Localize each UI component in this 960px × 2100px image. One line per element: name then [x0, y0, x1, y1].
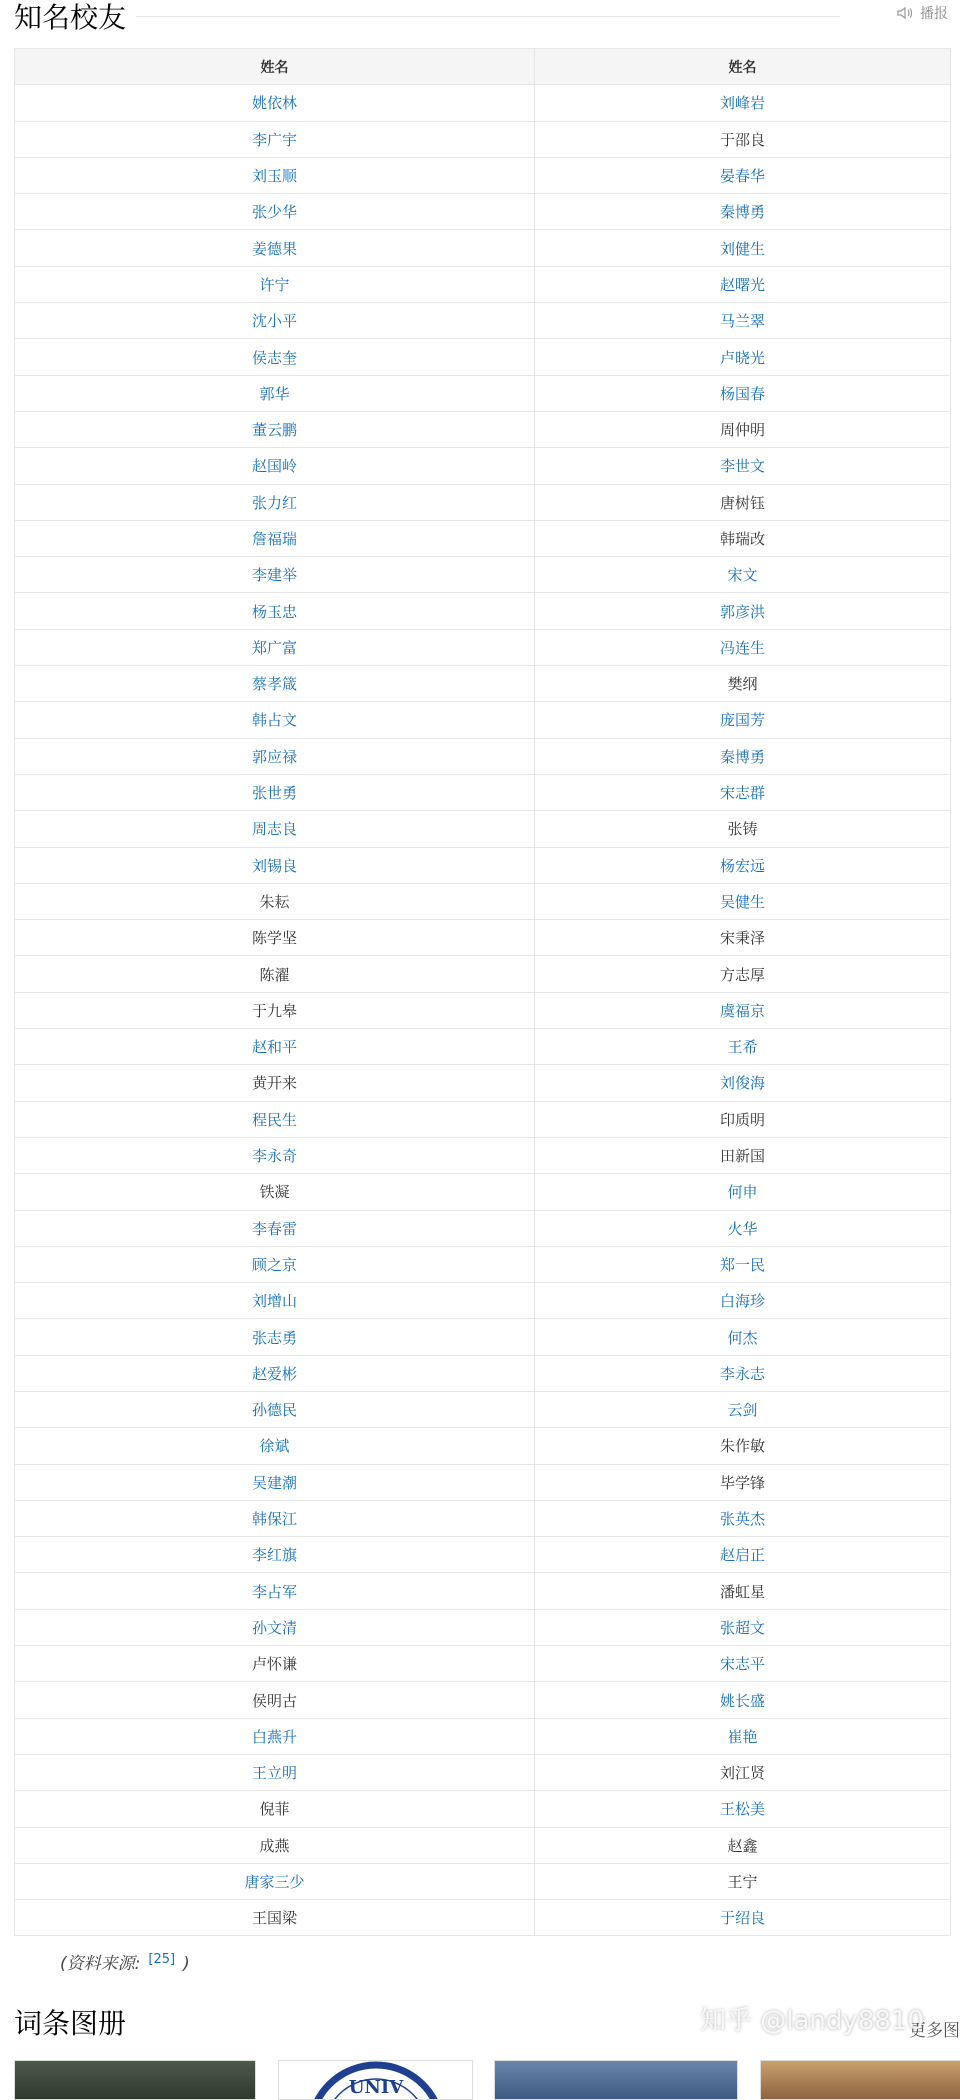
table-row	[15, 702, 951, 738]
alumni-name: 朱耘	[15, 883, 535, 919]
table-row	[15, 1391, 951, 1427]
alumni-name-link[interactable]: 何申	[535, 1174, 951, 1210]
section-divider	[136, 16, 840, 17]
alumni-name-link[interactable]: 王立明	[15, 1754, 535, 1790]
table-row	[15, 557, 951, 593]
alumni-name-link[interactable]: 何杰	[535, 1319, 951, 1355]
alumni-name-link[interactable]: 庞国芳	[535, 702, 951, 738]
alumni-name: 潘虹星	[535, 1573, 951, 1609]
table-row	[15, 1754, 951, 1790]
alumni-name: 黄开来	[15, 1065, 535, 1101]
table-row	[15, 1718, 951, 1754]
table-row	[15, 1464, 951, 1500]
alumni-name-link[interactable]: 白海珍	[535, 1283, 951, 1319]
alumni-name-link[interactable]: 张少华	[15, 194, 535, 230]
table-row	[15, 1065, 951, 1101]
alumni-name-link[interactable]: 马兰翠	[535, 303, 951, 339]
table-row	[15, 1283, 951, 1319]
alumni-name-link[interactable]: 刘玉顺	[15, 157, 535, 193]
alumni-name-link[interactable]: 吴建潮	[15, 1464, 535, 1500]
alumni-name-link[interactable]: 郑广富	[15, 629, 535, 665]
column-header-name: 姓名	[535, 49, 951, 85]
table-row	[15, 375, 951, 411]
alumni-name-link[interactable]: 郑一民	[535, 1246, 951, 1282]
alumni-name-link[interactable]: 刘健生	[535, 230, 951, 266]
table-row	[15, 1137, 951, 1173]
alumni-name-link[interactable]: 顾之京	[15, 1246, 535, 1282]
table-row	[15, 1827, 951, 1863]
alumni-name-link[interactable]: 许宁	[15, 266, 535, 302]
alumni-name-link[interactable]: 董云鹏	[15, 411, 535, 447]
table-row	[15, 629, 951, 665]
table-row	[15, 1174, 951, 1210]
table-row	[15, 448, 951, 484]
table-row	[15, 1863, 951, 1899]
table-row	[15, 520, 951, 556]
alumni-name-link[interactable]: 杨国春	[535, 375, 951, 411]
svg-text:UNIV: UNIV	[348, 2077, 404, 2098]
reference-link[interactable]: [25]	[148, 1952, 176, 1967]
alumni-name-link[interactable]: 李永志	[535, 1355, 951, 1391]
alumni-name-link[interactable]: 赵和平	[15, 1029, 535, 1065]
album-title: 词条图册	[14, 2007, 127, 2040]
column-header-name: 姓名	[15, 49, 535, 85]
alumni-name-link[interactable]: 张世勇	[15, 774, 535, 810]
alumni-name: 铁凝	[15, 1174, 535, 1210]
alumni-name: 于九皋	[15, 992, 535, 1028]
alumni-name-link[interactable]: 冯连生	[535, 629, 951, 665]
table-row	[15, 266, 951, 302]
table-row	[15, 339, 951, 375]
alumni-name-link[interactable]: 郭彦洪	[535, 593, 951, 629]
alumni-name-link[interactable]: 李世文	[535, 448, 951, 484]
watermark: 知乎 @landy8810	[700, 2006, 924, 2036]
alumni-name: 唐树钰	[535, 484, 951, 520]
alumni-name: 方志厚	[535, 956, 951, 992]
alumni-name-link[interactable]: 张志勇	[15, 1319, 535, 1355]
alumni-name-link[interactable]: 程民生	[15, 1101, 535, 1137]
alumni-name-link[interactable]: 李春雷	[15, 1210, 535, 1246]
alumni-name: 倪菲	[15, 1791, 535, 1827]
alumni-name-link[interactable]: 赵爱彬	[15, 1355, 535, 1391]
report-button[interactable]	[896, 4, 948, 24]
alumni-name-link[interactable]: 李广宇	[15, 121, 535, 157]
table-row	[15, 1537, 951, 1573]
alumni-name-link[interactable]: 韩保江	[15, 1500, 535, 1536]
alumni-name-link[interactable]: 杨玉忠	[15, 593, 535, 629]
alumni-name: 毕学锋	[535, 1464, 951, 1500]
alumni-name-link[interactable]: 侯志奎	[15, 339, 535, 375]
alumni-name-link[interactable]: 刘增山	[15, 1283, 535, 1319]
alumni-name: 刘江贤	[535, 1754, 951, 1790]
alumni-name-link[interactable]: 姜德果	[15, 230, 535, 266]
table-row	[15, 303, 951, 339]
table-row	[15, 593, 951, 629]
alumni-name: 周仲明	[535, 411, 951, 447]
album-thumbnail[interactable]	[760, 2060, 960, 2100]
alumni-name: 卢怀谦	[15, 1646, 535, 1682]
alumni-name: 印质明	[535, 1101, 951, 1137]
alumni-name-link[interactable]: 李红旗	[15, 1537, 535, 1573]
section-title: 知名校友	[14, 1, 127, 34]
album-thumbnail[interactable]	[14, 2060, 256, 2100]
alumni-name-link[interactable]: 刘锡良	[15, 847, 535, 883]
table-row	[15, 883, 951, 919]
alumni-name-link[interactable]: 张力红	[15, 484, 535, 520]
alumni-name-link[interactable]: 吴健生	[535, 883, 951, 919]
alumni-name: 王国梁	[15, 1900, 535, 1936]
table-row	[15, 1319, 951, 1355]
alumni-name: 成燕	[15, 1827, 535, 1863]
table-row	[15, 1029, 951, 1065]
table-row	[15, 1210, 951, 1246]
alumni-name: 陈濯	[15, 956, 535, 992]
table-row	[15, 1500, 951, 1536]
table-row	[15, 992, 951, 1028]
alumni-name-link[interactable]: 赵国岭	[15, 448, 535, 484]
album-thumbnail[interactable]	[278, 2060, 473, 2100]
table-row	[15, 1355, 951, 1391]
table-row	[15, 920, 951, 956]
table-row	[15, 666, 951, 702]
table-row	[15, 774, 951, 810]
alumni-name-link[interactable]: 蔡孝箴	[15, 666, 535, 702]
table-row	[15, 1101, 951, 1137]
alumni-name-link[interactable]: 杨宏远	[535, 847, 951, 883]
alumni-name-link[interactable]: 卢晓光	[535, 339, 951, 375]
alumni-name-link[interactable]: 王松美	[535, 1791, 951, 1827]
alumni-name-link[interactable]: 宋志平	[535, 1646, 951, 1682]
alumni-name-link[interactable]: 赵启正	[535, 1537, 951, 1573]
alumni-name-link[interactable]: 姚长盛	[535, 1682, 951, 1718]
alumni-name-link[interactable]: 李永奇	[15, 1137, 535, 1173]
table-row	[15, 157, 951, 193]
alumni-name: 田新国	[535, 1137, 951, 1173]
alumni-name-link[interactable]: 唐家三少	[15, 1863, 535, 1899]
album-more-link[interactable]: 更多图	[909, 2021, 960, 2041]
alumni-name-link[interactable]: 郭华	[15, 375, 535, 411]
alumni-name-link[interactable]: 秦博勇	[535, 194, 951, 230]
alumni-name-link[interactable]: 秦博勇	[535, 738, 951, 774]
speaker-icon	[896, 6, 914, 20]
table-row	[15, 230, 951, 266]
alumni-name-link[interactable]: 王希	[535, 1029, 951, 1065]
table-row	[15, 811, 951, 847]
table-row	[15, 484, 951, 520]
university-seal-icon	[279, 2061, 473, 2100]
alumni-name-link[interactable]: 于绍良	[535, 1900, 951, 1936]
alumni-name: 韩瑞改	[535, 520, 951, 556]
table-row	[15, 121, 951, 157]
table-row	[15, 1246, 951, 1282]
table-row	[15, 1646, 951, 1682]
source-prefix: (资料来源:	[60, 1954, 141, 1974]
alumni-name: 樊纲	[535, 666, 951, 702]
alumni-name-link[interactable]: 刘俊海	[535, 1065, 951, 1101]
table-row	[15, 738, 951, 774]
section-header	[14, 0, 960, 36]
alumni-name: 张铸	[535, 811, 951, 847]
table-row	[15, 194, 951, 230]
alumni-name: 王宁	[535, 1863, 951, 1899]
alumni-name: 侯明古	[15, 1682, 535, 1718]
table-row	[15, 85, 951, 121]
table-row	[15, 1573, 951, 1609]
alumni-name-link[interactable]: 晏春华	[535, 157, 951, 193]
alumni-name: 赵鑫	[535, 1827, 951, 1863]
table-header-row	[15, 49, 951, 85]
table-row	[15, 956, 951, 992]
source-suffix: )	[183, 1954, 190, 1974]
table-row	[15, 1682, 951, 1718]
alumni-name-link[interactable]: 宋文	[535, 557, 951, 593]
table-row	[15, 411, 951, 447]
alumni-name-link[interactable]: 沈小平	[15, 303, 535, 339]
table-row	[15, 1609, 951, 1645]
alumni-name-link[interactable]: 刘峰岩	[535, 85, 951, 121]
table-row	[15, 1428, 951, 1464]
alumni-name-link[interactable]: 李建举	[15, 557, 535, 593]
alumni-name: 于邵良	[535, 121, 951, 157]
album-thumbnail[interactable]	[494, 2060, 738, 2100]
alumni-name-link[interactable]: 张超文	[535, 1609, 951, 1645]
alumni-name-link[interactable]: 詹福瑞	[15, 520, 535, 556]
alumni-name-link[interactable]: 崔艳	[535, 1718, 951, 1754]
source-note	[60, 1949, 190, 1974]
alumni-name: 宋秉泽	[535, 920, 951, 956]
alumni-name-link[interactable]: 孙文清	[15, 1609, 535, 1645]
report-label: 播报	[920, 6, 948, 22]
alumni-name-link[interactable]: 姚依林	[15, 85, 535, 121]
alumni-name-link[interactable]: 郭应禄	[15, 738, 535, 774]
alumni-name-link[interactable]: 虞福京	[535, 992, 951, 1028]
alumni-name-link[interactable]: 张英杰	[535, 1500, 951, 1536]
alumni-name-link[interactable]: 宋志群	[535, 774, 951, 810]
alumni-name-link[interactable]: 韩占文	[15, 702, 535, 738]
alumni-name-link[interactable]: 徐斌	[15, 1428, 535, 1464]
alumni-name-link[interactable]: 李占军	[15, 1573, 535, 1609]
alumni-name-link[interactable]: 云剑	[535, 1391, 951, 1427]
table-row	[15, 1900, 951, 1936]
alumni-name: 陈学坚	[15, 920, 535, 956]
alumni-name-link[interactable]: 周志良	[15, 811, 535, 847]
alumni-name-link[interactable]: 赵曙光	[535, 266, 951, 302]
alumni-name-link[interactable]: 白燕升	[15, 1718, 535, 1754]
table-row	[15, 1791, 951, 1827]
alumni-name-link[interactable]: 火华	[535, 1210, 951, 1246]
table-row	[15, 847, 951, 883]
alumni-name: 朱作敏	[535, 1428, 951, 1464]
alumni-table	[14, 48, 951, 1936]
alumni-name-link[interactable]: 孙德民	[15, 1391, 535, 1427]
